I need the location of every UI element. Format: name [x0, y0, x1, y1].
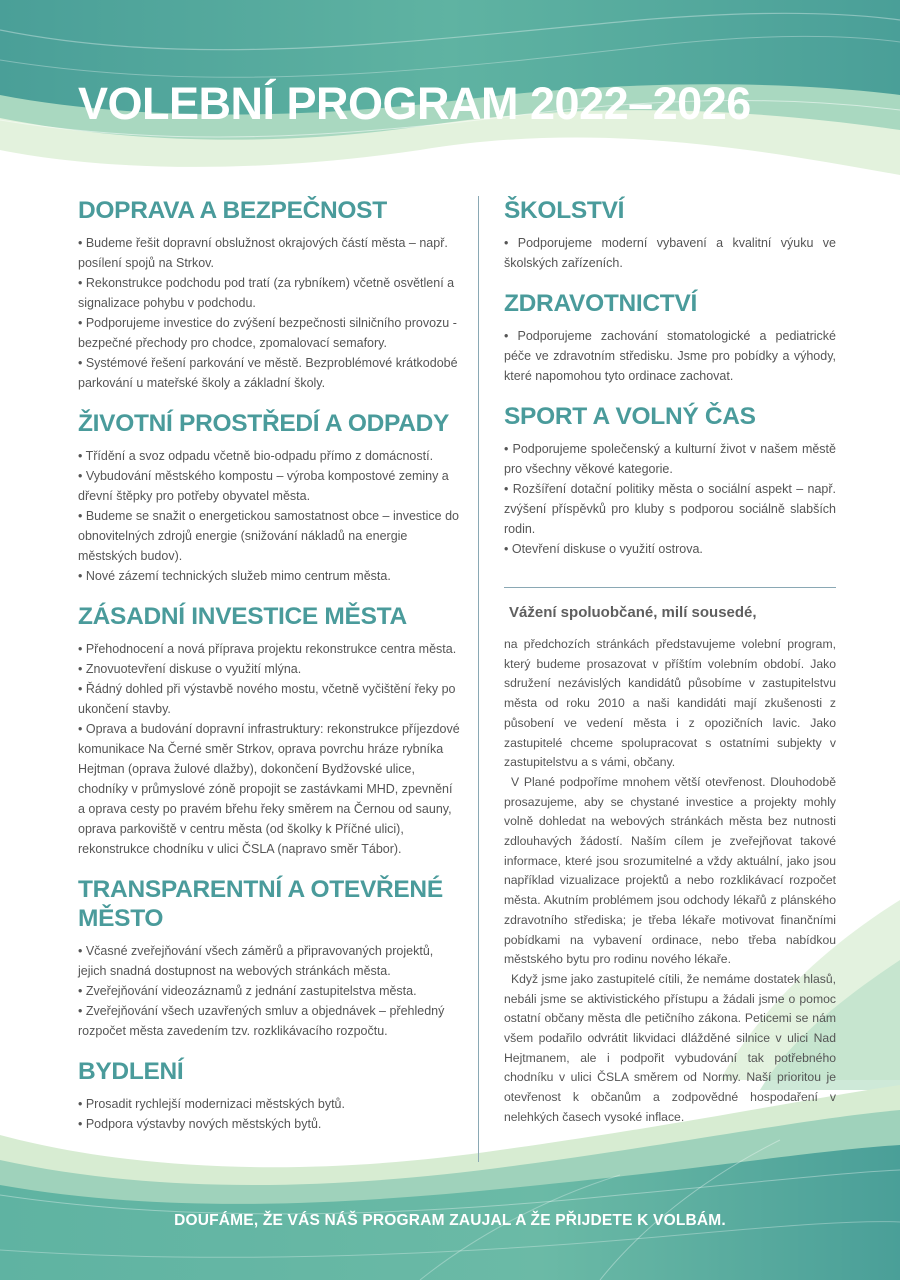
list-item: • Budeme řešit dopravní obslužnost okrajových částí města – např. posílení spojů na Strkov.: [78, 236, 448, 270]
list-item: • Rekonstrukce podchodu pod tratí (za rybníkem) včetně osvětlení a signalizace pohybu v podchodu.: [78, 276, 455, 310]
letter-greeting: Vážení spoluobčané, milí sousedé,: [509, 604, 757, 621]
list-item: • Podpora výstavby nových městských bytů.: [78, 1117, 322, 1131]
section-transparentni-mesto: [78, 875, 462, 1041]
list-item: • Třídění a svoz odpadu včetně bio-odpadu přímo z domácností.: [78, 449, 434, 463]
list-item: • Prosadit rychlejší modernizaci městských bytů.: [78, 1097, 345, 1111]
list-item: • Oprava a budování dopravní infrastruktury: rekonstrukce příjezdové komunikace Na Černé směr Strkov, oprava povrchu hráze rybníka Hejtman (oprava žulové dlažby), dokončení Bydžovské ulice, chodníky v průmyslové zóně propojit se zastávkami MHD, zpevnění a oprava cesty po pravém břehu řeky směrem na Černou od sauny, oprava parkoviště v centru města (od školky k Příčné ulici), rekonstrukce chodníku v ulici ČSLA (napravo směr Tábor).: [78, 722, 460, 856]
page-title: VOLEBNÍ PROGRAM 2022–2026: [78, 78, 751, 129]
letter-paragraph: na předchozích stránkách představujeme volební program, který budeme prosazovat v příštím volebním období. Jako sdružení nezávislých kandidátů působíme v zastupitelstvu města od roku 2010 a naši kandidáti mají zkušenosti z působení ve vedení města i z opozičních lavic. Jako zastupitelé chceme spolupracovat s ostatními subjekty v zastupitelstvu a s vámi, občany.: [504, 637, 836, 770]
bullet-list: [78, 233, 462, 393]
section-heading: ZDRAVOTNICTVÍ: [504, 290, 697, 317]
list-item: • Systémové řešení parkování ve městě. Bezproblémové krátkodobé parkování u mateřské školy a základní školy.: [78, 356, 458, 390]
list-item: • Podporujeme moderní vybavení a kvalitní výuku ve školských zařízeních.: [504, 236, 836, 270]
right-column: [504, 196, 836, 1128]
letter: [504, 604, 836, 1128]
list-item: • Nové zázemí technických služeb mimo centrum města.: [78, 569, 391, 583]
list-item: • Otevření diskuse o využití ostrova.: [504, 542, 703, 556]
list-item: • Zveřejňování videozáznamů z jednání zastupitelstva města.: [78, 984, 417, 998]
section-skolstvi: [504, 196, 836, 273]
section-heading: ŽIVOTNÍ PROSTŘEDÍ A ODPADY: [78, 410, 450, 437]
bullet-list: [504, 233, 836, 273]
section-zdravotnictvi: [504, 289, 836, 386]
section-heading: TRANSPARENTNÍ A OTEVŘENÉ MĚSTO: [78, 876, 443, 932]
bullet-list: [78, 1094, 462, 1134]
bullet-list: [504, 439, 836, 559]
letter-divider: [504, 587, 836, 588]
bullet-list: [78, 639, 462, 859]
list-item: • Rozšíření dotační politiky města o sociální aspekt – např. zvýšení příspěvků pro kluby s podporou sociálně slabších rodin.: [504, 482, 836, 536]
section-heading: ZÁSADNÍ INVESTICE MĚSTA: [78, 603, 407, 630]
list-item: • Přehodnocení a nová příprava projektu rekonstrukce centra města.: [78, 642, 457, 656]
section-heading: BYDLENÍ: [78, 1058, 184, 1085]
bullet-list: [78, 446, 462, 586]
list-item: • Podporujeme společenský a kulturní život v našem městě pro všechny věkové kategorie.: [504, 442, 836, 476]
left-column: [78, 196, 462, 1150]
list-item: • Zveřejňování všech uzavřených smluv a objednávek – přehledný rozpočet města zavedením tzv. rozklikávacího rozpočtu.: [78, 1004, 445, 1038]
section-heading: DOPRAVA A BEZPEČNOST: [78, 197, 387, 224]
list-item: • Podporujeme zachování stomatologické a pediatrické péče ve zdravotním středisku. Jsme pro pobídky a výhody, které napomohou tyto ordinace zachovat.: [504, 329, 836, 383]
section-zivotni-prostredi: [78, 409, 462, 586]
section-heading: ŠKOLSTVÍ: [504, 197, 625, 224]
section-heading: SPORT A VOLNÝ ČAS: [504, 403, 756, 430]
list-item: • Znovuotevření diskuse o využití mlýna.: [78, 662, 302, 676]
bullet-list: [504, 326, 836, 386]
letter-paragraph: V Plané podpoříme mnohem větší otevřenost. Dlouhodobě prosazujeme, aby se chystané investice a projekty mohly volně dohledat na webových stránkách města bez nutnosti zdlouhavých žádostí. Naším cílem je zveřejňovat takové informace, které jsou srozumitelné a vždy aktuální, jako jsou například vizualizace projektů a nebo rozklikávací rozpočet města. Akutním problémem jsou odchody lékařů z plánského zdravotního střediska; je třeba lékaře motivovat finančními pobídkami na vybavení ordinace, nebo třeba nabídkou městského bytu pro rodinu nového lékaře.: [504, 774, 836, 967]
section-investice: [78, 602, 462, 859]
list-item: • Řádný dohled při výstavbě nového mostu, včetně vyčištění řeky po ukončení stavby.: [78, 682, 456, 716]
section-sport: [504, 402, 836, 559]
list-item: • Podporujeme investice do zvýšení bezpečnosti silničního provozu - bezpečné přechody pro chodce, zpomalovací semafory.: [78, 316, 457, 350]
footer-slogan: DOUFÁME, ŽE VÁS NÁŠ PROGRAM ZAUJAL A ŽE PŘIJDETE K VOLBÁM.: [174, 1212, 726, 1229]
section-bydleni: [78, 1057, 462, 1134]
list-item: • Vybudování městského kompostu – výroba kompostové zeminy a dřevní štěpky pro potřeby obyvatel města.: [78, 469, 449, 503]
column-divider: [478, 196, 479, 1162]
letter-paragraph: Když jsme jako zastupitelé cítili, že nemáme dostatek hlasů, nebáli jsme se aktivistického přístupu a žádali jsme o pomoc ostatní občany města dle petičního zákona. Peticemi se nám všem podařilo odvrátit likvidaci dlážděné silnice v ulici Nad Hejtmanem, ale i podpořit vybudování tak potřebného chodníku v ulici ČSLA směrem od Normy. Naší prioritou je otevřenost k občanům a zodpovědné hospodaření v nelehkých časech vysoké inflace.: [504, 971, 836, 1124]
section-doprava: [78, 196, 462, 393]
list-item: • Včasné zveřejňování všech záměrů a připravovaných projektů, jejich snadná dostupnost na webových stránkách města.: [78, 944, 434, 978]
list-item: • Budeme se snažit o energetickou samostatnost obce – investice do obnovitelných zdrojů energie (snižování nákladů na energie městských budov).: [78, 509, 459, 563]
bullet-list: [78, 941, 462, 1041]
